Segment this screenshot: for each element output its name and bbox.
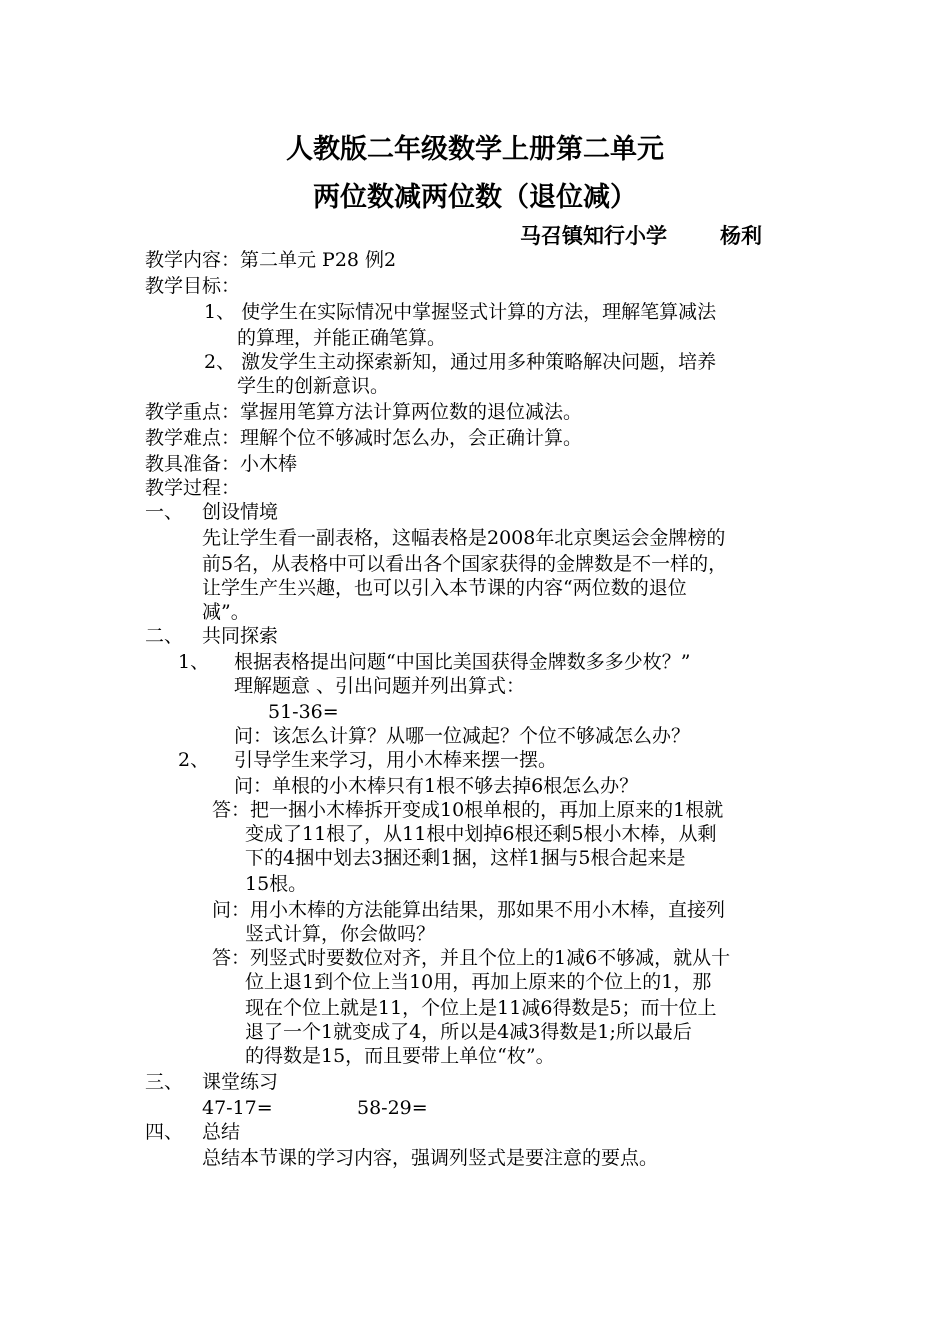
document-title-line1: 人教版二年级数学上册第二单元 — [286, 134, 664, 165]
item-number: 1、 — [178, 651, 210, 673]
content-line: 问：用小木棒的方法能算出结果，那如果不用小木棒，直接列 — [212, 899, 726, 921]
content-line: 总结本节课的学习内容，强调列竖式是要注意的要点。 — [202, 1147, 659, 1169]
section-number: 二、 — [145, 625, 184, 647]
content-line: 理解题意 、引出问题并列出算式： — [234, 675, 526, 697]
content-line: 教学重点：掌握用笔算方法计算两位数的退位减法。 — [145, 401, 583, 423]
content-line: 减”。 — [202, 601, 250, 623]
document-title-line2: 两位数减两位数（退位减） — [313, 182, 637, 213]
content-line: 2、 激发学生主动探索新知，通过用多种策略解决问题，培养 — [204, 351, 717, 373]
content-line: 教学难点：理解个位不够减时怎么办，会正确计算。 — [145, 427, 583, 449]
content-line: 让学生产生兴趣，也可以引入本节课的内容“两位数的退位 — [202, 577, 687, 599]
content-line: 学生的创新意识。 — [237, 375, 390, 397]
content-line: 先让学生看一副表格，这幅表格是2008年北京奥运会金牌榜的 — [202, 527, 726, 549]
content-line: 下的4捆中划去3捆还剩1捆，这样1捆与5根合起来是 — [245, 847, 686, 869]
content-line: 教学过程： — [145, 477, 241, 499]
content-line: 的得数是15，而且要带上单位“枚”。 — [245, 1045, 555, 1067]
section-heading: 总结 — [202, 1121, 241, 1143]
content-line: 前5名，从表格中可以看出各个国家获得的金牌数是不一样的， — [202, 553, 728, 575]
content-line: 51-36= — [268, 701, 339, 723]
content-line: 问：该怎么计算？从哪一位减起？个位不够减怎么办？ — [234, 725, 691, 747]
content-line: 的算理，并能正确笔算。 — [237, 327, 447, 349]
section-heading: 课堂练习 — [202, 1071, 279, 1093]
content-line: 根据表格提出问题“中国比美国获得金牌数多多少枚？” — [234, 651, 691, 673]
exercise-1: 47-17= — [202, 1097, 273, 1119]
section-number: 一、 — [145, 501, 184, 523]
content-line: 15根。 — [245, 873, 308, 895]
content-line: 竖式计算，你会做吗？ — [245, 923, 436, 945]
content-line: 教具准备：小木棒 — [145, 453, 298, 475]
content-line: 位上退1到个位上当10用，再加上原来的个位上的1，那 — [245, 971, 712, 993]
content-line: 退了一个1就变成了4，所以是4减3得数是1;所以最后 — [245, 1021, 692, 1043]
content-line: 教学内容：第二单元 P28 例2 — [145, 249, 397, 271]
content-line: 现在个位上就是11，个位上是11减6得数是5；而十位上 — [245, 997, 717, 1019]
content-line: 1、 使学生在实际情况中掌握竖式计算的方法，理解笔算减法 — [204, 301, 717, 323]
exercise-2: 58-29= — [357, 1097, 428, 1119]
content-line: 引导学生来学习，用小木棒来摆一摆。 — [234, 749, 558, 771]
section-heading: 共同探索 — [202, 625, 279, 647]
section-number: 三、 — [145, 1071, 184, 1093]
author-name: 杨利 — [720, 224, 762, 248]
content-line: 教学目标： — [145, 275, 241, 297]
item-number: 2、 — [178, 749, 210, 771]
section-heading: 创设情境 — [202, 501, 279, 523]
content-line: 问：单根的小木棒只有1根不够去掉6根怎么办？ — [234, 775, 639, 797]
school-name: 马召镇知行小学 — [520, 224, 667, 248]
content-line: 变成了11根了，从11根中划掉6根还剩5根小木棒，从剩 — [245, 823, 717, 845]
content-line: 答：把一捆小木棒拆开变成10根单根的，再加上原来的1根就 — [212, 799, 724, 821]
section-number: 四、 — [145, 1121, 184, 1143]
content-line: 答：列竖式时要数位对齐，并且个位上的1减6不够减，就从十 — [212, 947, 731, 969]
